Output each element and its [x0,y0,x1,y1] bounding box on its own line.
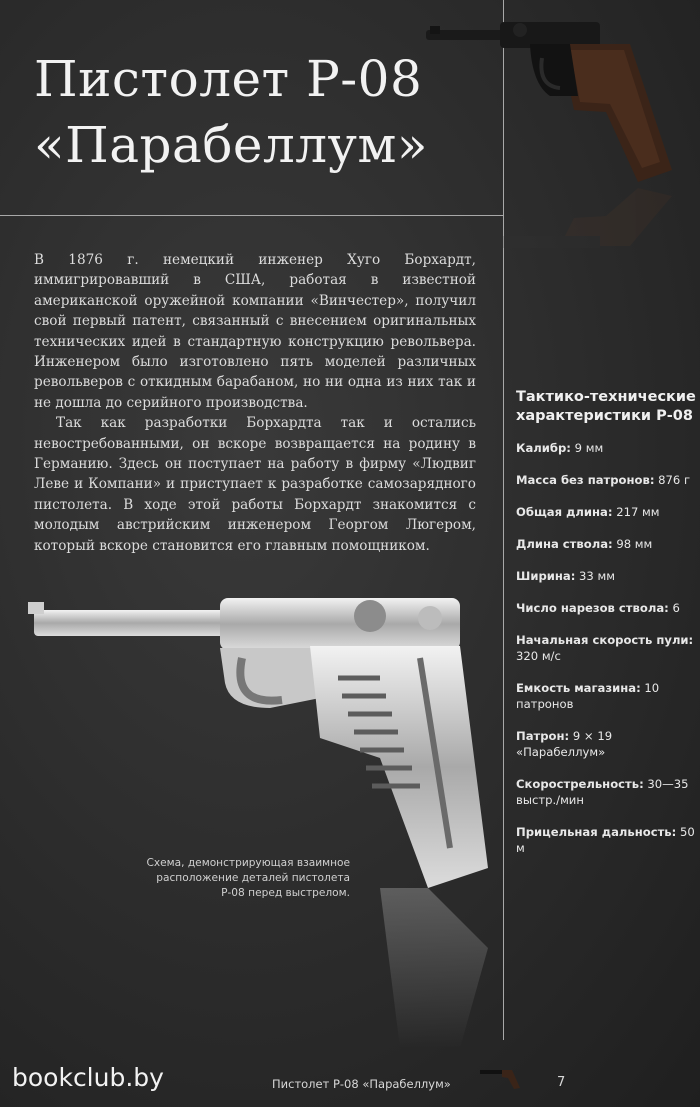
title-line-1: Пистолет Р-08 [34,50,423,108]
specs-title: Тактико-технические характеристики Р-08 [516,389,696,424]
spec-width: Ширина: 33 мм [516,569,615,583]
pistol-cutaway-image [20,588,500,1048]
spec-muzzle-velocity: Начальная скорость пули: 320 м/с [516,633,694,663]
spec-rifling: Число нарезов ствола: 6 [516,601,680,615]
spec-barrel-length: Длина ствола: 98 мм [516,537,653,551]
spec-magazine: Емкость магазина: 10 патронов [516,681,660,711]
title-line-2: «Парабеллум» [34,116,428,174]
pistol-photo-image [410,0,700,250]
image-caption: Схема, демонстрирующая взаимное расположение деталей пистолета Р-08 перед выстрелом. [146,857,350,899]
running-title: Пистолет Р-08 «Парабеллум» [272,1077,451,1091]
main-article-text [34,250,476,556]
spec-caliber: Калибр: 9 мм [516,441,604,455]
spec-mass: Масса без патронов: 876 г [516,473,691,487]
paragraph: В 1876 г. немецкий инженер Хуго Борхардт, иммигрировавший в США, работая в известной американской оружейной компании «Винчестер», получил свой первый патент, связанный с внесением оригинальных технических идей в стандартную конструкцию револьвера. Инженером было изготовлено пять моделей различных револьверов с откидным барабаном, но ни одна из них так и не дошла до серийного производства. [34,252,476,411]
brand-watermark: bookclub.by [12,1063,164,1092]
paragraph: Так как разработки Борхардта так и остались невостребованными, он вскоре возвращается на родину в Германию. Здесь он поступает на работу в фирму «Людвиг Леве и Компани» и приступает к разработке самозарядного пистолета. В ходе этой работы Борхардт знакомится с молодым австрийским инженером Георгом Люгером, который вскоре становится его главным помощником. [34,415,476,554]
spec-effective-range: Прицельная дальность: 50 м [516,825,695,855]
specs-panel [516,388,696,872]
spec-cartridge: Патрон: 9 × 19 «Парабеллум» [516,729,613,759]
page-number: 7 [557,1075,566,1090]
spec-total-length: Общая длина: 217 мм [516,505,660,519]
spec-rate-of-fire: Скорострельность: 30—35 выстр./мин [516,777,689,807]
pistol-icon [478,1064,524,1090]
